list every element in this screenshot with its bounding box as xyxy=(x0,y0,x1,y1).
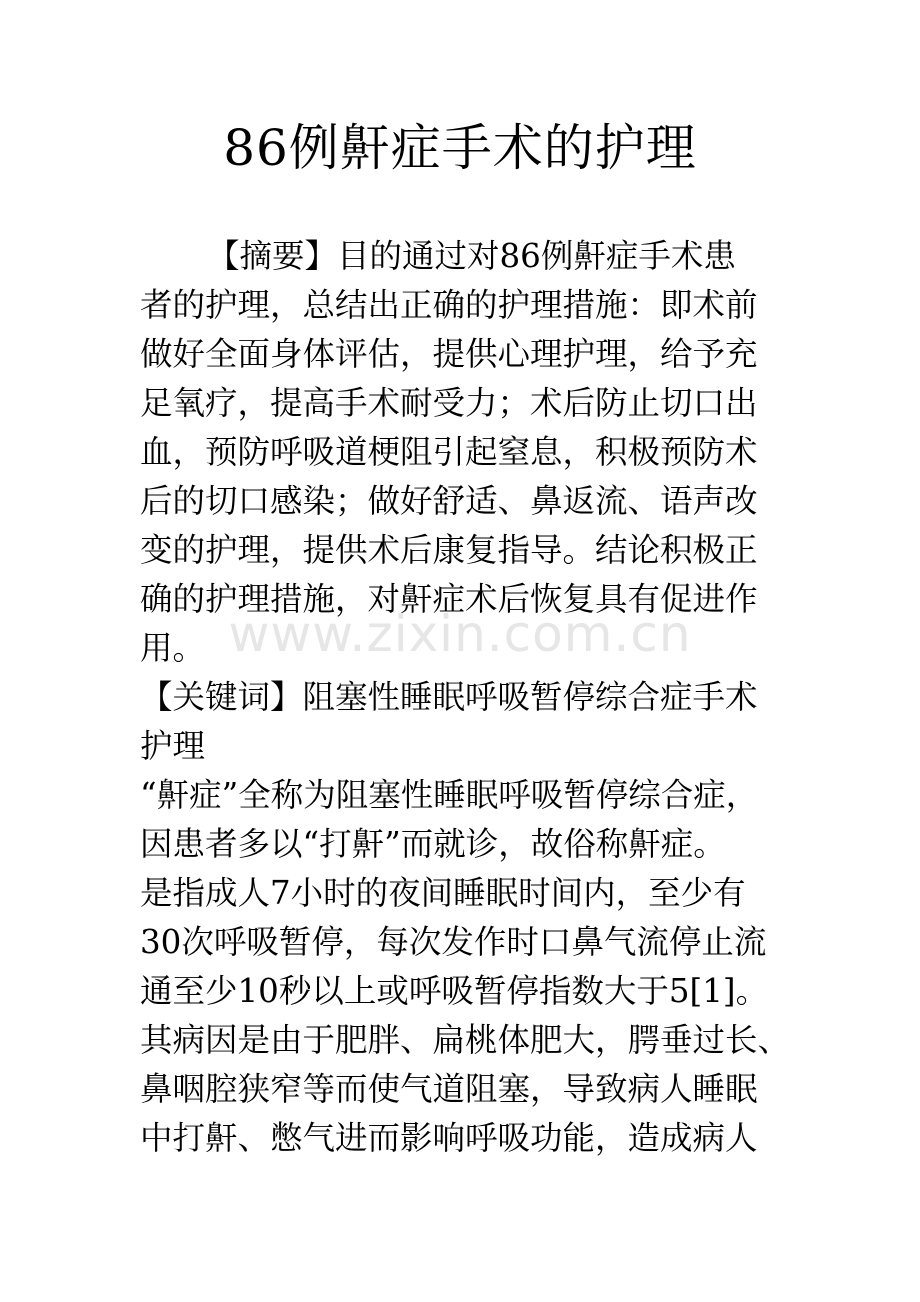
abstract-line: 血，预防呼吸道梗阻引起窒息，积极预防术 xyxy=(140,433,758,471)
abstract-line: 用。 xyxy=(140,629,206,667)
paragraph-line: 鼻咽腔狭窄等而使气道阻塞，导致病人睡眠 xyxy=(140,1070,758,1108)
watermark: www.zixin.com.cn xyxy=(228,605,692,663)
paragraph-line: 中打鼾、憋气进而影响呼吸功能，造成病人 xyxy=(140,1119,758,1157)
abstract-line: 者的护理，总结出正确的护理措施：即术前 xyxy=(140,286,758,324)
paragraph-line: 其病因是由于肥胖、扁桃体肥大，腭垂过长、 xyxy=(140,1021,791,1059)
abstract-line: 确的护理措施，对鼾症术后恢复具有促进作 xyxy=(140,580,758,618)
paragraph-line: 因患者多以“打鼾”而就诊，故俗称鼾症。 xyxy=(140,825,726,863)
abstract-line: 后的切口感染；做好舒适、鼻返流、语声改 xyxy=(140,482,758,520)
page-title: 86例鼾症手术的护理 xyxy=(223,119,697,177)
paragraph-line: 是指成人7小时的夜间睡眠时间内，至少有 xyxy=(140,874,746,912)
abstract-line: 足氧疗，提高手术耐受力；术后防止切口出 xyxy=(140,384,758,422)
abstract-line: 【摘要】目的通过对86例鼾症手术患 xyxy=(207,237,736,275)
abstract-line: 做好全面身体评估，提供心理护理，给予充 xyxy=(140,335,758,373)
paragraph-line: 通至少10秒以上或呼吸暂停指数大于5[1]。 xyxy=(140,972,769,1010)
paragraph-line: “鼾症”全称为阻塞性睡眠呼吸暂停综合症， xyxy=(140,776,759,814)
paragraph-line: 30次呼吸暂停，每次发作时口鼻气流停止流 xyxy=(140,923,767,961)
keywords-line: 护理 xyxy=(140,727,206,765)
abstract-line: 变的护理，提供术后康复指导。结论积极正 xyxy=(140,531,758,569)
keywords-line: 【关键词】阻塞性睡眠呼吸暂停综合症手术 xyxy=(140,678,758,716)
document-body xyxy=(140,232,820,1163)
